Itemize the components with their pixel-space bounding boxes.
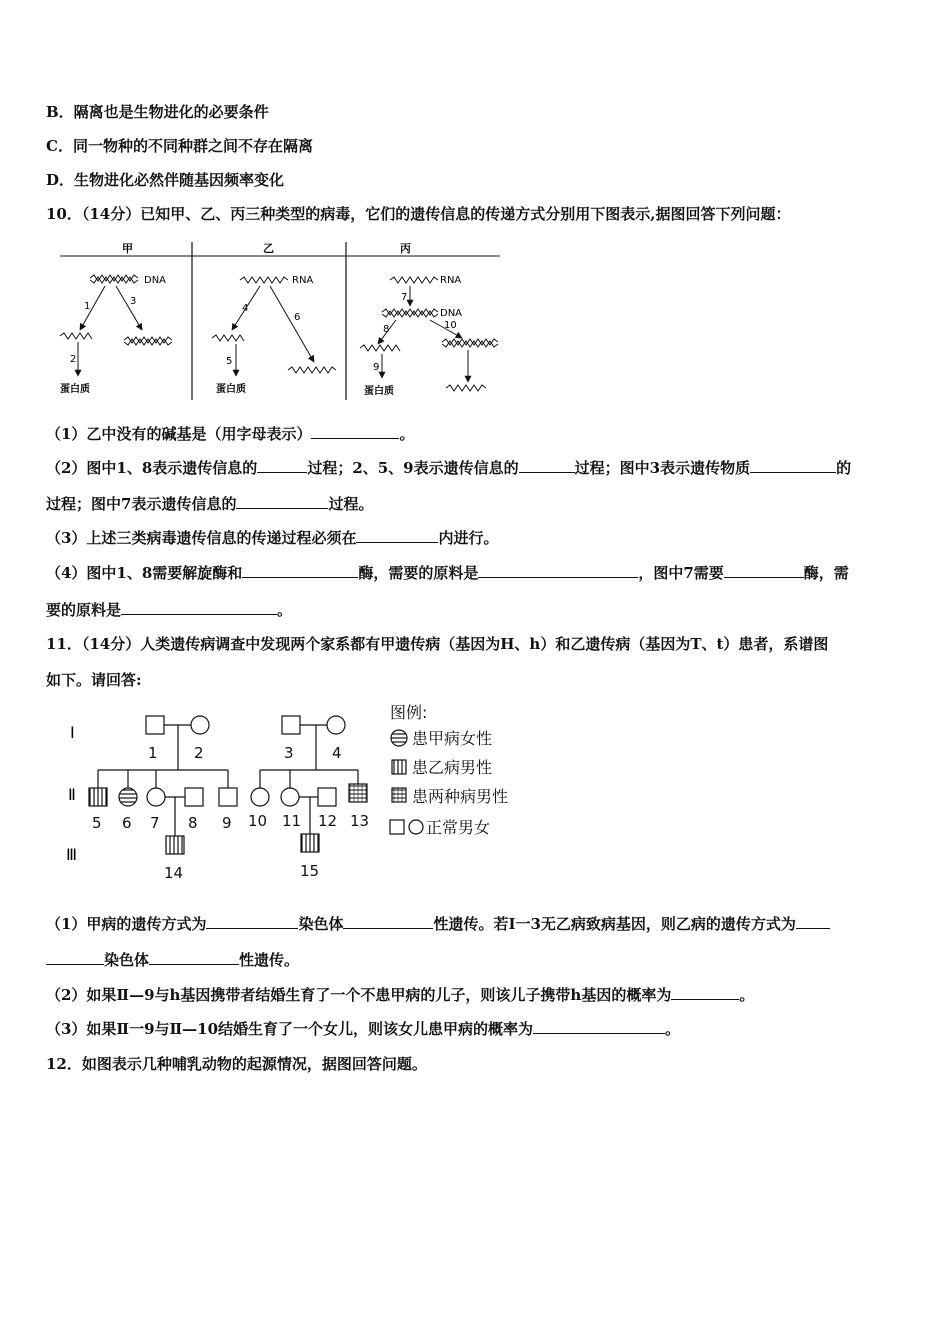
id-2: 2: [194, 744, 204, 762]
id-8: 8: [188, 814, 198, 832]
panel-yi: [212, 275, 336, 395]
label-rna-yi: RNA: [292, 275, 314, 286]
q11-s3: （3）如果Ⅱ一9与Ⅱ—10结婚生育了一个女儿，则该女儿患甲病的概率为 。: [46, 1020, 681, 1038]
label-protein-bing: 蛋白质: [364, 386, 394, 397]
option-b: B．隔离也是生物进化的必要条件: [46, 103, 269, 121]
q11-stem-2: 如下。请回答:: [46, 671, 142, 689]
id-6: 6: [122, 814, 132, 832]
answer-blank[interactable]: [46, 950, 104, 965]
label-protein-jia: 蛋白质: [60, 384, 90, 395]
step-9: 9: [373, 362, 380, 373]
label-dna-bing: DNA: [440, 308, 463, 319]
id-1: 1: [148, 744, 158, 762]
id-13: 13: [350, 812, 370, 830]
pedigree-legend: [390, 703, 508, 837]
q11-s1-line2: 染色体 性遗传。: [46, 950, 299, 970]
step-2: 2: [70, 354, 77, 365]
q10-s2-line1: （2）图中1、8表示遗传信息的 过程；2、5、9表示遗传信息的 过程；图中3表示遗传物质 的: [46, 459, 852, 477]
id-9: 9: [222, 814, 232, 832]
answer-blank[interactable]: [533, 1019, 665, 1034]
answer-blank[interactable]: [750, 458, 836, 473]
step-5: 5: [226, 356, 233, 367]
answer-blank[interactable]: [478, 563, 638, 578]
virus-transfer-figure: [60, 236, 510, 402]
gen-3-label: Ⅲ: [66, 845, 78, 864]
label-rna-bing: RNA: [440, 275, 462, 286]
step-3: 3: [130, 296, 137, 307]
answer-blank[interactable]: [257, 458, 307, 473]
header-bing: 丙: [400, 242, 411, 255]
option-c: C．同一物种的不同种群之间不存在隔离: [46, 137, 313, 155]
answer-blank[interactable]: [311, 424, 399, 439]
q10-s3: （3）上述三类病毒遗传信息的传递过程必须在 内进行。: [46, 529, 499, 547]
panel-bing: [360, 275, 498, 397]
header-jia: 甲: [122, 242, 133, 255]
q10-s4-line1: （4）图中1、8需要解旋酶和 酶，需要的原料是 ，图中7需要 酶，需: [46, 564, 849, 582]
q11-s1-line1: （1）甲病的遗传方式为 染色体 性遗传。若Ⅰ一3无乙病致病基因，则乙病的遗传方式为: [46, 914, 830, 934]
answer-blank[interactable]: [671, 985, 739, 1000]
label-protein-yi: 蛋白质: [216, 384, 246, 395]
step-10: 10: [444, 320, 457, 331]
q10-s4-line2: 要的原料是 。: [46, 601, 293, 619]
step-8: 8: [383, 324, 390, 335]
id-10: 10: [248, 812, 268, 830]
q11-s2: （2）如果Ⅱ—9与h基因携带者结婚生育了一个不患甲病的儿子，则该儿子携带h基因的概率为 。: [46, 986, 755, 1004]
gen-1-label: Ⅰ: [70, 723, 75, 742]
step-1: 1: [84, 301, 91, 312]
family-1: [89, 716, 237, 854]
answer-blank[interactable]: [121, 600, 277, 615]
answer-blank[interactable]: [796, 914, 830, 929]
step-6: 6: [294, 312, 301, 323]
header-yi: 乙: [263, 242, 274, 255]
answer-blank[interactable]: [236, 494, 328, 509]
answer-blank[interactable]: [519, 458, 575, 473]
family-2: [251, 716, 370, 852]
id-14: 14: [164, 864, 184, 882]
gen-2-label: Ⅱ: [68, 785, 76, 804]
id-15: 15: [300, 862, 320, 880]
panel-jia: [60, 275, 172, 395]
option-d: D．生物进化必然伴随基因频率变化: [46, 171, 285, 189]
id-7: 7: [150, 814, 160, 832]
answer-blank[interactable]: [356, 528, 438, 543]
id-11: 11: [282, 812, 302, 830]
label-dna-jia: DNA: [144, 275, 167, 286]
id-3: 3: [284, 744, 294, 762]
pedigree-figure: [60, 696, 530, 886]
step-4: 4: [242, 303, 249, 314]
q10-s2-line2: 过程；图中7表示遗传信息的 过程。: [46, 495, 374, 513]
id-5: 5: [92, 814, 102, 832]
q10-s1: （1）乙中没有的碱基是（用字母表示） 。: [46, 425, 415, 443]
step-7: 7: [401, 292, 408, 303]
legend-title: 图例:: [390, 703, 428, 722]
answer-blank[interactable]: [149, 950, 239, 965]
q11-stem-1: 11．（14分）人类遗传病调查中发现两个家系都有甲遗传病（基因为H、h）和乙遗传病（基因为T、t）患者，系谱图: [46, 635, 829, 653]
q12-stem: 12．如图表示几种哺乳动物的起源情况，据图回答问题。: [46, 1055, 427, 1073]
q10-stem: 10．（14分）已知甲、乙、丙三种类型的病毒，它们的遗传信息的传递方式分别用下图表示,据图回答下列问题：: [46, 205, 791, 223]
answer-blank[interactable]: [206, 914, 298, 929]
legend-4: 正常男女: [426, 818, 491, 837]
legend-2: 患乙病男性: [412, 758, 493, 777]
answer-blank[interactable]: [242, 563, 358, 578]
id-12: 12: [318, 812, 338, 830]
id-4: 4: [332, 744, 342, 762]
legend-1: 患甲病女性: [412, 729, 493, 748]
legend-3: 患两种病男性: [412, 787, 509, 806]
answer-blank[interactable]: [724, 563, 804, 578]
answer-blank[interactable]: [343, 914, 433, 929]
